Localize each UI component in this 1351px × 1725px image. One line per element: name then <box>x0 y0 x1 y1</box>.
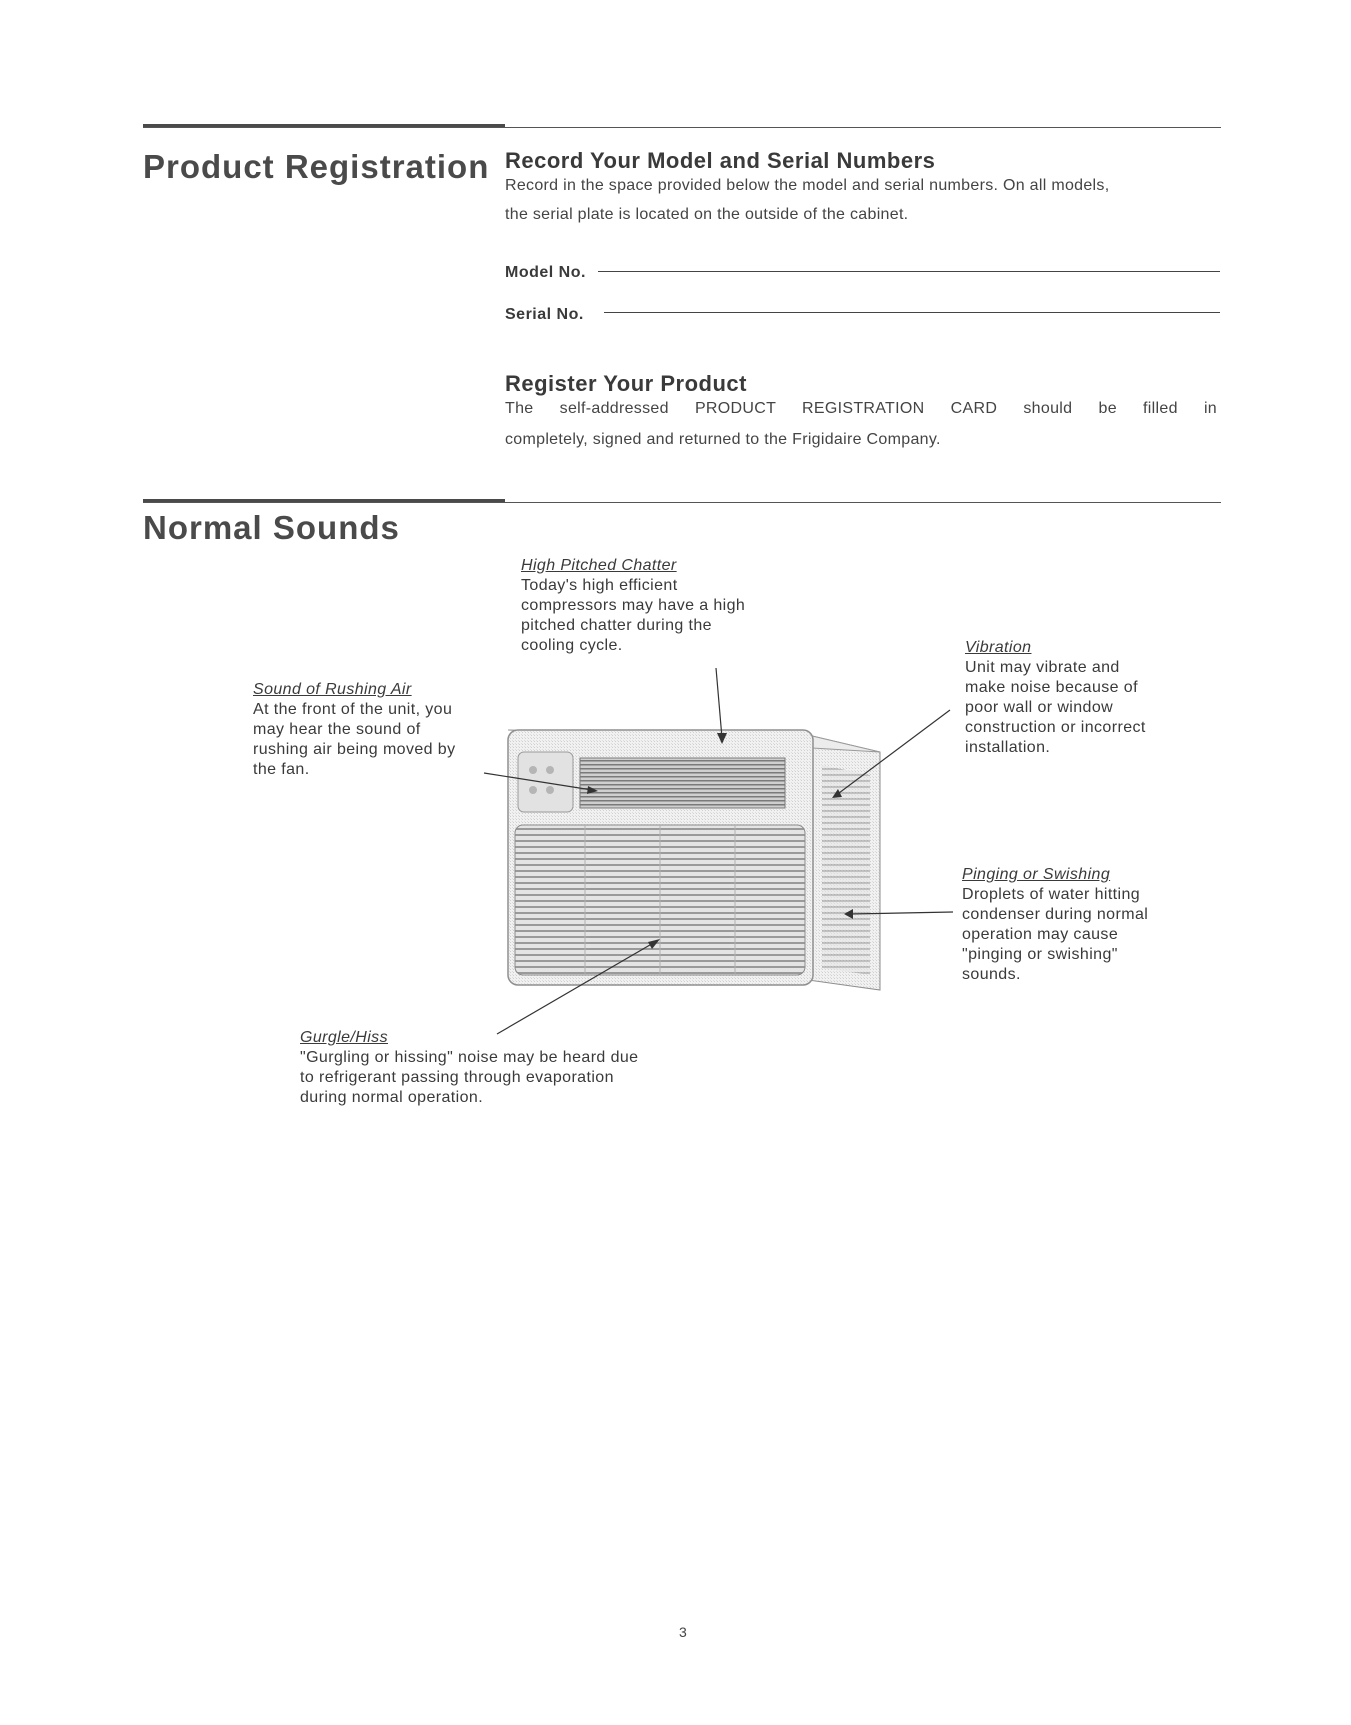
product-registration-heading: Product Registration <box>143 148 490 185</box>
register-product-title: Register Your Product <box>505 371 747 396</box>
register-text-line2: completely, signed and returned to the Frigidaire Company. <box>505 431 941 448</box>
callout-text: At the front of the unit, you may hear the sound of rushing air being moved by the fan. <box>253 701 456 778</box>
register-text-line1: The self-addressed PRODUCT REGISTRATION CARD should be filled in <box>505 400 1217 417</box>
serial-number-label: Serial No. <box>505 306 584 323</box>
callout-title: Gurgle/Hiss <box>300 1029 388 1046</box>
callout-text: Today's high efficient compressors may have a high pitched chatter during the cooling cycle. <box>521 577 746 654</box>
callout-title: Sound of Rushing Air <box>253 681 412 698</box>
callout-text: Unit may vibrate and make noise because of poor wall or window construction or incorrect installation. <box>965 659 1146 756</box>
callout-text: Droplets of water hitting condenser during normal operation may cause "pinging or swishing" sounds. <box>962 886 1149 983</box>
record-numbers-title: Record Your Model and Serial Numbers <box>505 148 936 173</box>
callout-title: Vibration <box>965 639 1032 656</box>
normal-sounds-heading: Normal Sounds <box>143 509 400 546</box>
callout-title: High Pitched Chatter <box>521 557 677 574</box>
record-text-line2: the serial plate is located on the outside of the cabinet. <box>505 206 909 223</box>
callout-title: Pinging or Swishing <box>962 866 1111 883</box>
model-number-label: Model No. <box>505 264 586 281</box>
record-text-line1: Record in the space provided below the model and serial numbers. On all models, <box>505 177 1110 194</box>
page-number: 3 <box>679 1624 687 1640</box>
callout-text: "Gurgling or hissing" noise may be heard due to refrigerant passing through evaporation during normal operation. <box>300 1049 639 1106</box>
